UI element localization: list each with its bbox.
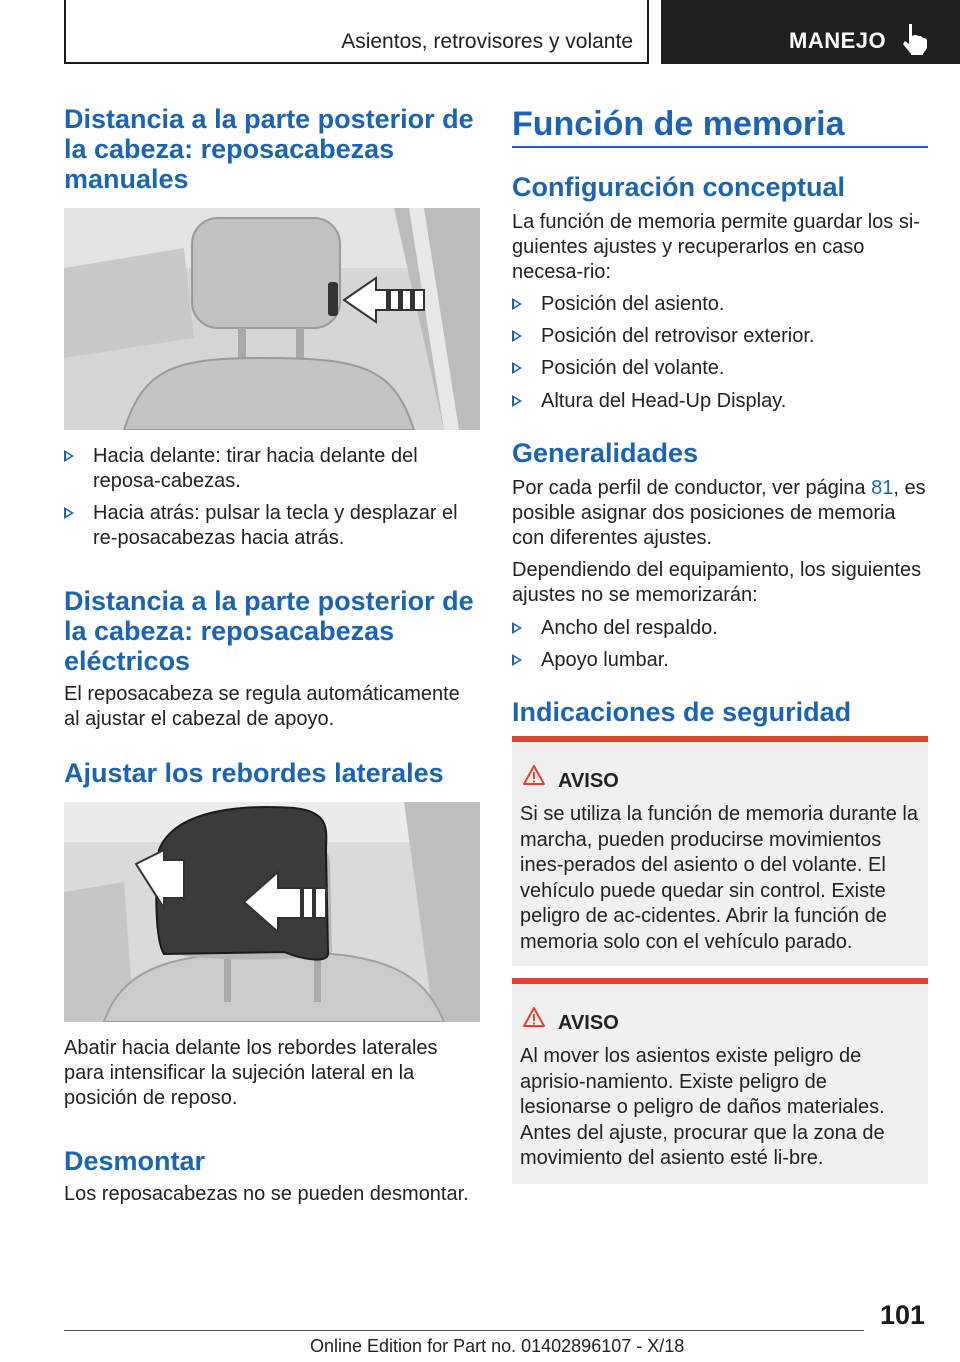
warning-triangle-icon bbox=[522, 1006, 546, 1028]
bullet-triangle-icon bbox=[512, 298, 522, 310]
bullet-triangle-icon bbox=[512, 654, 522, 666]
footer-rule bbox=[64, 1330, 864, 1331]
warning-box bbox=[512, 736, 928, 966]
hand-pointer-icon bbox=[897, 22, 931, 56]
header-section-box bbox=[64, 0, 649, 64]
chapter-label: MANEJO bbox=[789, 28, 887, 53]
header-chapter-tab[interactable] bbox=[661, 0, 960, 64]
list-item: Hacia atrás: pulsar la tecla y desplazar el re-posacabezas hacia atrás. bbox=[64, 501, 480, 551]
bullet-triangle-icon bbox=[64, 507, 74, 519]
paragraph-depend: Dependiendo del equipamiento, los siguientes ajustes no se memorizarán: bbox=[512, 559, 922, 606]
list-item: Posición del retrovisor exterior. bbox=[512, 324, 928, 350]
heading-side-bolsters: Ajustar los rebordes laterales bbox=[64, 758, 444, 788]
warning-title: AVISO bbox=[558, 770, 619, 792]
list-item: Apoyo lumbar. bbox=[512, 648, 928, 674]
headrest-manual-photo bbox=[64, 208, 480, 430]
heading-concept: Configuración conceptual bbox=[512, 172, 846, 202]
bullet-triangle-icon bbox=[512, 362, 522, 374]
bullet-triangle-icon bbox=[512, 330, 522, 342]
footer-edition: Online Edition for Part no. 01402896107 - X/18 bbox=[310, 1336, 685, 1356]
paragraph-concept: La función de memoria permite guardar los si-guientes ajustes y recuperarlos en caso necesa-rio: bbox=[512, 211, 920, 283]
warning-text: Si se utiliza la función de memoria durante la marcha, pueden producirse movimientos ines-perados del asiento o del volante. El vehículo puede quedar sin control. Existe peligro de ac-cidentes. Abrir la función de memoria solo con el vehículo parado. bbox=[520, 803, 918, 953]
heading-electric-headrest: Distancia a la parte posterior de la cabeza: reposacabezas eléctricos bbox=[64, 586, 474, 676]
page-reference-link[interactable]: 81 bbox=[871, 477, 894, 499]
list-item: Altura del Head-Up Display. bbox=[512, 389, 928, 415]
list-item: Posición del volante. bbox=[512, 356, 928, 382]
header-section-title: Asientos, retrovisores y volante bbox=[341, 30, 633, 53]
bullet-triangle-icon bbox=[512, 395, 522, 407]
heading-safety: Indicaciones de seguridad bbox=[512, 697, 852, 727]
paragraph-general: Por cada perfil de conductor, ver página 81, es posible asignar dos posiciones de memoria con diferentes ajustes. bbox=[512, 477, 926, 549]
chapter-title-rule bbox=[512, 146, 928, 148]
heading-general: Generalidades bbox=[512, 438, 699, 468]
list-item: Posición del asiento. bbox=[512, 292, 928, 318]
paragraph-side-bolsters: Abatir hacia delante los rebordes laterales para intensificar la sujeción lateral en la posición de reposo. bbox=[64, 1037, 438, 1109]
heading-remove: Desmontar bbox=[64, 1146, 206, 1176]
warning-title: AVISO bbox=[558, 1012, 619, 1034]
list-item: Ancho del respaldo. bbox=[512, 616, 928, 642]
paragraph-remove: Los reposacabezas no se pueden desmontar. bbox=[64, 1183, 469, 1205]
heading-manual-headrest: Distancia a la parte posterior de la cabeza: reposacabezas manuales bbox=[64, 104, 474, 194]
bullet-triangle-icon bbox=[64, 450, 74, 462]
side-bolsters-photo bbox=[64, 802, 480, 1022]
bullet-triangle-icon bbox=[512, 622, 522, 634]
warning-text: Al mover los asientos existe peligro de aprisio-namiento. Existe peligro de lesionarse o peligro de daños materiales. Antes del ajuste, procurar que la zona de movimiento del asiento esté li-bre. bbox=[520, 1045, 885, 1169]
chapter-title: Función de memoria bbox=[512, 105, 845, 143]
warning-box bbox=[512, 978, 928, 1184]
page-number: 101 bbox=[880, 1300, 926, 1330]
paragraph-electric: El reposacabeza se regula automáticamente al ajustar el cabezal de apoyo. bbox=[64, 683, 460, 730]
warning-triangle-icon bbox=[522, 764, 546, 786]
list-item: Hacia delante: tirar hacia delante del reposa-cabezas. bbox=[64, 444, 480, 494]
